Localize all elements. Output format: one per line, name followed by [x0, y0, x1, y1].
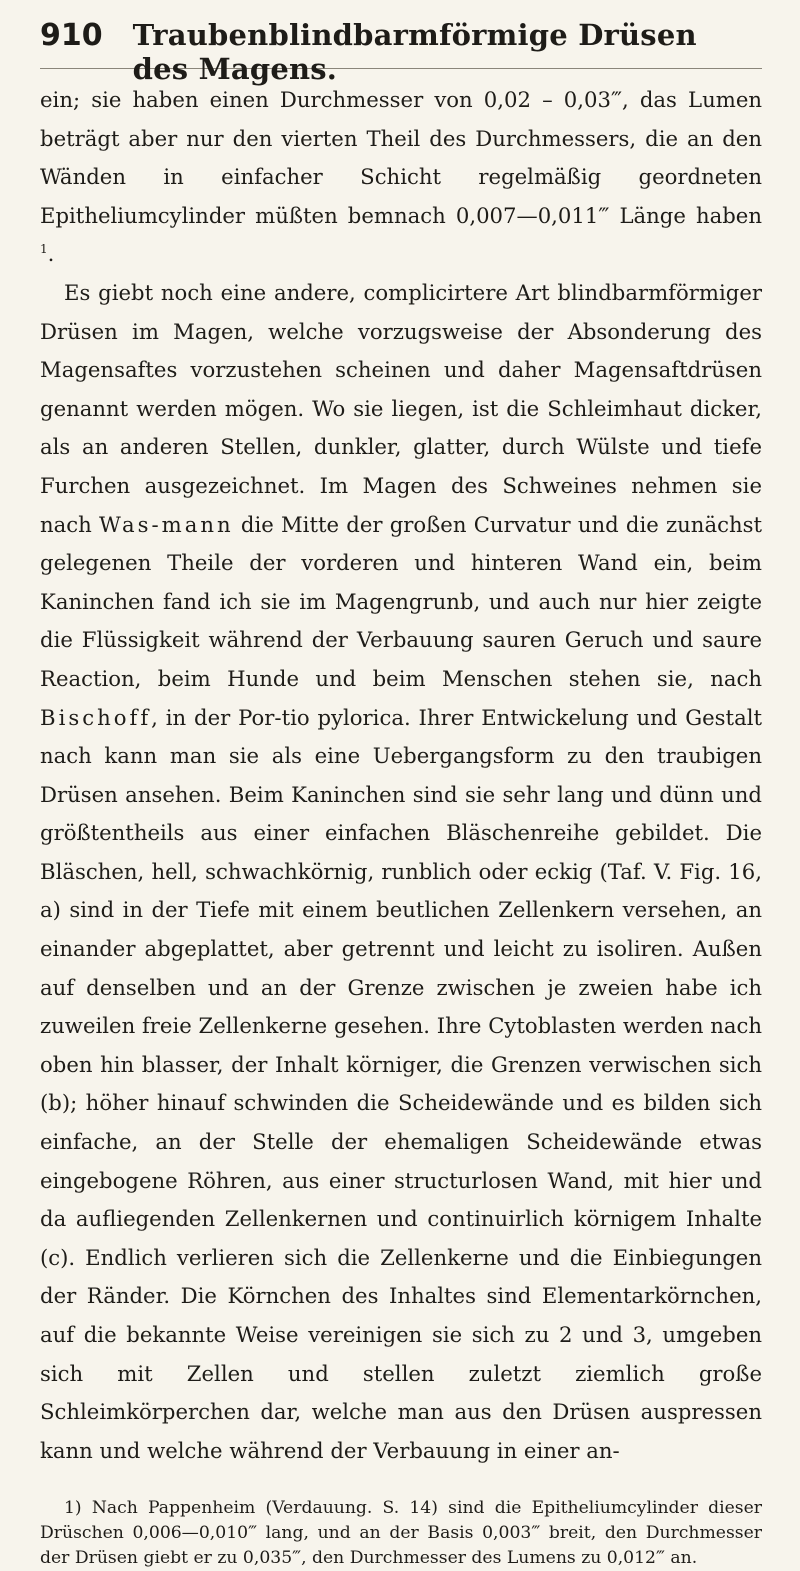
body-text [40, 81, 762, 1470]
footnotes [40, 1496, 762, 1571]
paragraph-2-cont: die Mitte der großen Curvatur und die zunächst gelegenen Theile der vorderen und hinteren Wand ein, beim Kaninchen fand ich sie im Magengrunb, und auch nur hier zeigte die Flüssigkeit während der Verbauung sauren Geruch und saure Reaction, beim Hunde und beim Menschen stehen sie, nach [40, 511, 762, 691]
emphasis-wasmann: Was-mann [99, 511, 234, 537]
footnote-1: 1) Nach Pappenheim (Verdauung. S. 14) sind die Epitheliumcylinder dieser Drüschen 0,006—0,010‴ lang, und an der Basis 0,003‴ breit, den Durchmesser der Drüsen giebt er zu 0,035‴, den Durchmesser des Lumens zu 0,012‴ an. [40, 1498, 762, 1569]
running-header [40, 18, 762, 86]
paragraph-2-end: , in der Por-tio pylorica. Ihrer Entwickelung und Gestalt nach kann man sie als eine Uebergangsform zu den traubigen Drüsen ansehen. Beim Kaninchen sind sie sehr lang und dünn und größtentheils aus einer einfachen Bläschenreihe gebildet. Die Bläschen, hell, schwachkörnig, runblich oder eckig (Taf. V. Fig. 16, a) sind in der Tiefe mit einem beutlichen Zellenkern versehen, an einander abgeplattet, aber getrennt und leicht zu isoliren. Außen auf denselben und an der Grenze zwischen je zweien habe ich zuweilen freie Zellenkerne gesehen. Ihre Cytoblasten werden nach oben hin blasser, der Inhalt körniger, die Grenzen verwischen sich (b); höher hinauf schwinden die Scheidewände und es bilden sich einfache, an der Stelle der ehemaligen Scheidewände etwas eingebogene Röhren, aus einer structurlosen Wand, mit hier und da aufliegenden Zellenkernen und continuirlich körnigem Inhalte (c). Endlich verlieren sich die Zellenkerne und die Einbiegungen der Ränder. Die Körnchen des Inhaltes sind Elementarkörnchen, auf die bekannte Weise vereinigen sie sich zu 2 und 3, umgeben sich mit Zellen und stellen zuletzt ziemlich große Schleimkörperchen dar, welche man aus den Drüsen auspressen kann und welche während der Verbauung in einer an- [40, 704, 762, 1463]
page-number: 910 [40, 18, 103, 53]
paragraph-1: ein; sie haben einen Durchmesser von 0,02 – 0,03‴, das Lumen beträgt aber nur den vierten Theil des Durchmessers, die an den Wänden in einfacher Schicht regelmäßig geordneten Epitheliumcylinder müßten bemnach 0,007—0,011‴ Länge haben $^1$. [40, 87, 762, 267]
emphasis-bischoff: Bischoff [40, 704, 152, 730]
paragraph-1-text: ein; sie haben einen Durchmesser von 0,02 – 0,03‴, das Lumen beträgt aber nur den vierten Theil des Durchmessers, die an den Wänden in einfacher Schicht regelmäßig geordneten Epitheliumcylinder müßten bemnach 0,007—0,011‴ Länge haben [40, 87, 762, 228]
paragraph-2 [40, 274, 762, 1470]
footnote-marker: 1 [40, 242, 48, 257]
paragraph-2-text: Es giebt noch eine andere, complicirtere Art blindbarmförmiger Drüsen im Magen, welche vorzugsweise der Absonderung des Magensaftes vorzustehen scheinen und daher Magensaftdrüsen genannt werden mögen. Wo sie liegen, ist die Schleimhaut dicker, als an anderen Stellen, dunkler, glatter, durch Wülste und tiefe Furchen ausgezeichnet. Im Magen des Schweines nehmen sie nach [40, 279, 762, 537]
running-title: Traubenblindbarmförmige Drüsen des Magens. [132, 18, 697, 86]
